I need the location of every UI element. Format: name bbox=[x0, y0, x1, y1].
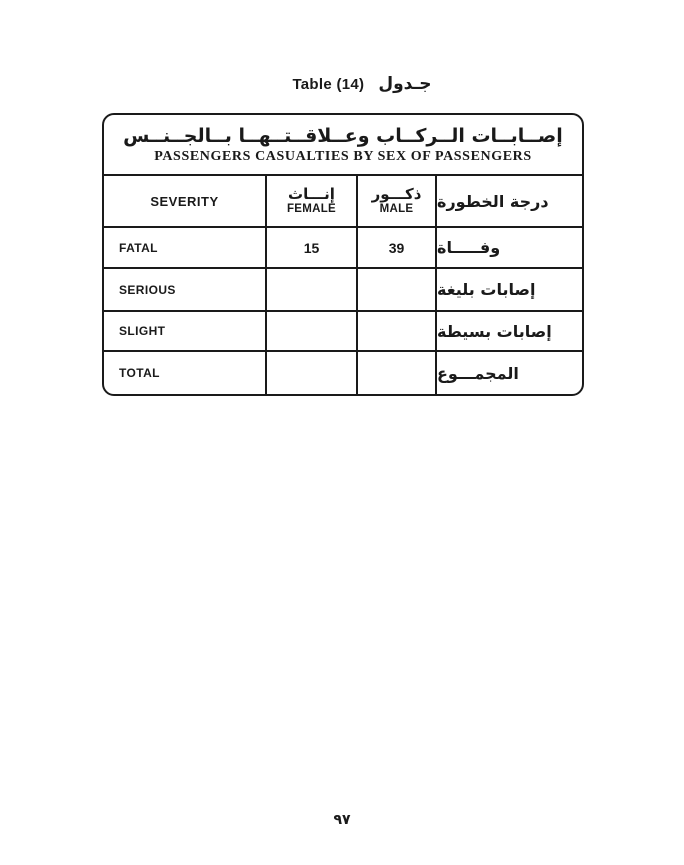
column-header-severity: SEVERITY bbox=[104, 176, 267, 226]
table-header-band bbox=[104, 115, 582, 176]
page-title bbox=[20, 74, 684, 94]
column-header-male-arabic: ذكـــور bbox=[371, 184, 422, 203]
column-header-severity-arabic: درجة الخطورة bbox=[437, 191, 549, 211]
column-header-female-arabic: إنـــاث bbox=[288, 184, 335, 203]
serious-male-value bbox=[358, 269, 437, 310]
casualties-table bbox=[102, 113, 584, 396]
table-title-arabic: إصــابــات الــركــاب وعــلاقــتــهــا بــالجــنــس bbox=[123, 125, 563, 147]
severity-label-serious-arabic: إصابات بليغة bbox=[437, 280, 536, 299]
table-title-english: PASSENGERS CASUALTIES BY SEX OF PASSENGERS bbox=[154, 148, 532, 164]
severity-label-fatal: FATAL bbox=[104, 228, 267, 267]
total-male-value bbox=[358, 352, 437, 394]
column-header-female bbox=[267, 176, 358, 226]
slight-female-value bbox=[267, 312, 358, 350]
severity-label-total: TOTAL bbox=[104, 352, 267, 394]
table-row-slight bbox=[104, 312, 582, 352]
fatal-male-value: 39 bbox=[358, 228, 437, 267]
column-header-male-english: MALE bbox=[379, 203, 414, 216]
slight-male-value bbox=[358, 312, 437, 350]
severity-label-slight: SLIGHT bbox=[104, 312, 267, 350]
severity-label-total-arabic: المجمـــوع bbox=[437, 363, 519, 383]
table-row-fatal bbox=[104, 228, 582, 269]
fatal-female-value: 15 bbox=[267, 228, 358, 267]
severity-label-fatal-arabic: وفـــــاة bbox=[437, 238, 501, 257]
table-row-total bbox=[104, 352, 582, 394]
serious-female-value bbox=[267, 269, 358, 310]
severity-label-slight-arabic: إصابات بسيطة bbox=[437, 321, 552, 341]
column-header-female-english: FEMALE bbox=[286, 203, 337, 216]
column-header-row bbox=[104, 176, 582, 228]
column-header-male bbox=[358, 176, 437, 226]
page-number: ٩٧ bbox=[333, 812, 351, 828]
table-row-serious bbox=[104, 269, 582, 312]
page-title-arabic: جـدول bbox=[378, 74, 432, 94]
page-title-english: Table (14) bbox=[292, 76, 365, 93]
total-female-value bbox=[267, 352, 358, 394]
severity-label-serious: SERIOUS bbox=[104, 269, 267, 310]
